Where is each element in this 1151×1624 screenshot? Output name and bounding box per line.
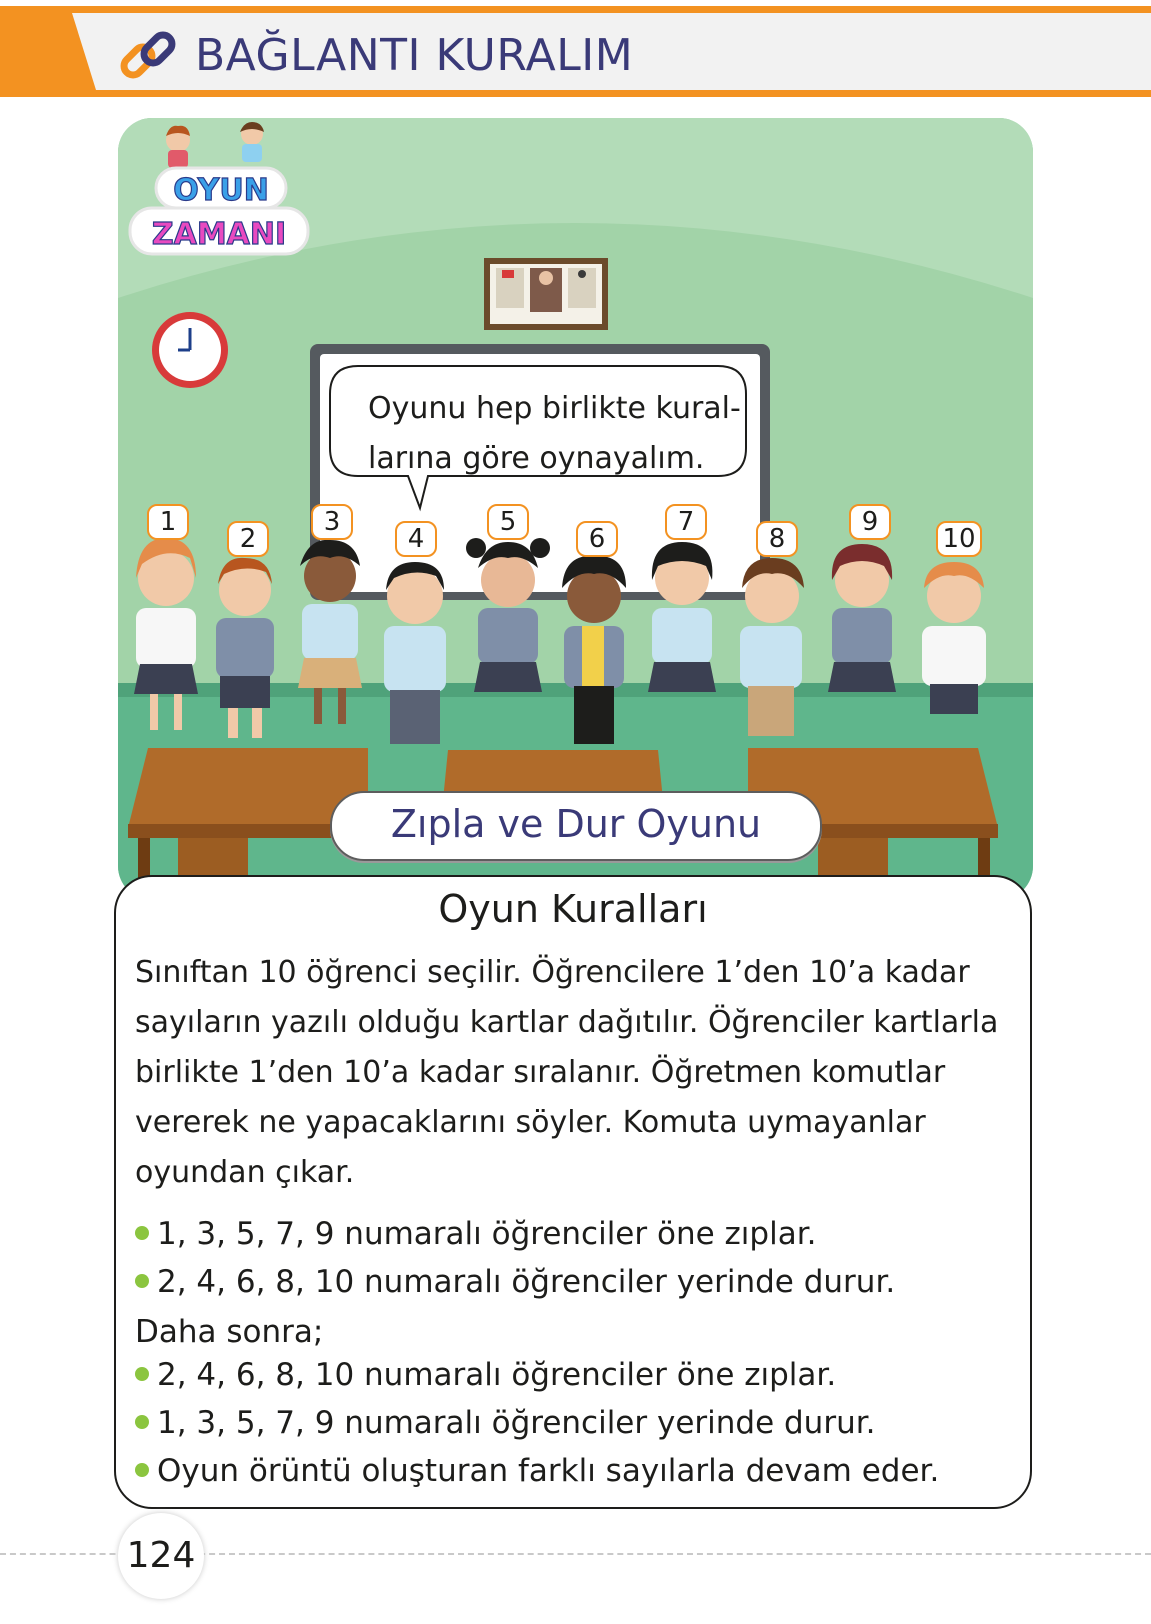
- svg-text:OYUN: OYUN: [173, 173, 269, 208]
- number-card-4: 4: [395, 521, 437, 557]
- oyun-zamani-logo: [126, 122, 316, 262]
- rule-item: 1, 3, 5, 7, 9 numaralı öğrenciler öne zıplar.: [135, 1212, 816, 1256]
- rules-intro: Sınıftan 10 öğrenci seçilir. Öğrencilere 1’den 10’a kadar sayıların yazılı olduğu kartlar dağıtılır. Öğrenciler kartlarla birlikte 1’den 10’a kadar sıralanır. Öğretmen komutlar vererek ne yapacaklarını söyler. Komuta uymayanlar oyundan çıkar.: [135, 955, 999, 1190]
- rule-item: 1, 3, 5, 7, 9 numaralı öğrenciler yerinde durur.: [135, 1401, 875, 1445]
- chain-link-icon: [118, 26, 180, 88]
- number-card-5: 5: [487, 504, 529, 540]
- section-title: BAĞLANTI KURALIM: [195, 30, 634, 81]
- bullet-dot-icon: [135, 1463, 149, 1477]
- number-card-3: 3: [311, 504, 353, 540]
- number-card-9: 9: [849, 504, 891, 540]
- number-card-1: 1: [147, 504, 189, 540]
- bullet-dot-icon: [135, 1415, 149, 1429]
- bullet-dot-icon: [135, 1226, 149, 1240]
- rule-item: Oyun örüntü oluşturan farklı sayılarla devam eder.: [135, 1449, 939, 1493]
- then-label: Daha sonra;: [135, 1314, 324, 1350]
- game-title: Zıpla ve Dur Oyunu: [390, 802, 762, 846]
- number-card-8: 8: [756, 521, 798, 557]
- bullet-dot-icon: [135, 1367, 149, 1381]
- number-card-2: 2: [227, 521, 269, 557]
- speech-bubble-text: Oyunu hep birlikte kural- larına göre oynayalım.: [368, 391, 741, 476]
- rule-item: 2, 4, 6, 8, 10 numaralı öğrenciler öne zıplar.: [135, 1353, 836, 1397]
- number-card-6: 6: [576, 521, 618, 557]
- bullet-dot-icon: [135, 1274, 149, 1288]
- rules-heading: Oyun Kuralları: [438, 887, 708, 931]
- svg-text:ZAMANI: ZAMANI: [151, 217, 287, 252]
- number-card-7: 7: [665, 504, 707, 540]
- rule-item: 2, 4, 6, 8, 10 numaralı öğrenciler yerinde durur.: [135, 1260, 895, 1304]
- page-number: 124: [126, 1535, 196, 1576]
- number-card-10: 10: [936, 521, 982, 557]
